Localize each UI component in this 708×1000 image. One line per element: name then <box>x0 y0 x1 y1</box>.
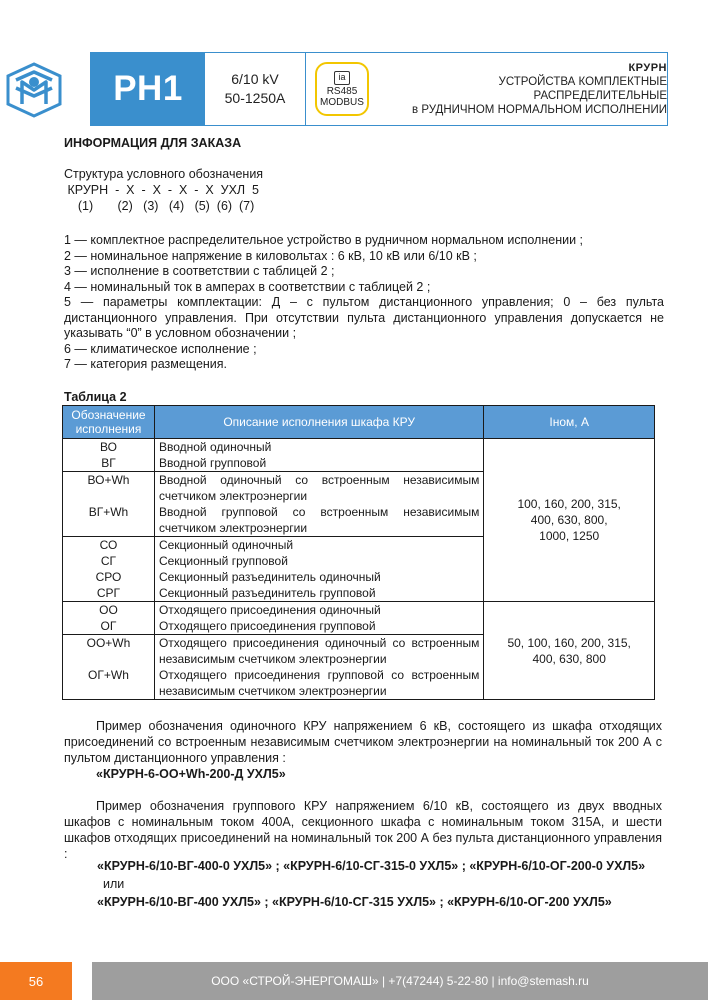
legend-item: 3 — исполнение в соответствии с таблицей 2 ; <box>64 264 335 278</box>
code-cell <box>63 439 155 472</box>
code-value: ОО+Wh <box>86 636 131 650</box>
brand-name: КРУРН <box>628 62 667 74</box>
example-2 <box>64 798 662 862</box>
structure-line: КРУРН - Х - Х - Х - Х УХЛ 5 <box>64 183 260 197</box>
footer-contacts: ООО «СТРОЙ-ЭНЕРГОМАШ» | +7(47244) 5-22-80 | info@stemash.ru <box>92 962 708 1000</box>
code-cell <box>63 472 155 537</box>
desc-value: счетчиком электроэнергии <box>158 489 308 503</box>
legend-list <box>64 233 664 373</box>
desc-value: независимым счетчиком электроэнергии <box>158 652 387 666</box>
legend-item: 4 — номинальный ток в амперах в соответствии с таблицей 2 ; <box>64 279 431 294</box>
example-1-code: «КРУРН-6-ОО+Wh-200-Д УХЛ5» <box>96 767 286 781</box>
desc-value: Отходящего присоединения одиночный со встроенным <box>158 636 480 650</box>
code-value <box>63 520 154 536</box>
desc-value: Отходящего присоединения групповой со встроенным <box>158 668 480 682</box>
current-cell <box>484 602 655 700</box>
col-header-code: Обозначение исполнения <box>63 406 155 439</box>
current-value: 50, 100, 160, 200, 315, <box>507 635 631 650</box>
code-value <box>63 488 154 504</box>
rating-block <box>205 53 306 125</box>
page-number: 56 <box>0 962 72 1000</box>
code-value <box>63 683 154 699</box>
code-value: СГ <box>100 554 117 568</box>
code-value: ВО+Wh <box>87 473 130 487</box>
current-rating: 50-1250А <box>224 90 286 106</box>
legend-item: 7 — категория размещения. <box>64 357 228 371</box>
modbus-badge <box>315 62 369 116</box>
code-cell <box>63 635 155 700</box>
table-header-row <box>63 406 655 439</box>
current-value: 400, 630, 800, <box>530 513 608 527</box>
col-header-current: Iном, А <box>484 406 655 439</box>
desc-value: Отходящего присоединения одиночный <box>158 603 381 617</box>
header-subtitle-2: в РУДНИЧНОМ НОРМАЛЬНОМ ИСПОЛНЕНИИ <box>412 104 667 116</box>
intrinsic-safety-icon: ia <box>334 71 350 85</box>
code-value: ВГ <box>101 456 116 470</box>
code-value: ОГ <box>100 619 117 633</box>
col-header-description: Описание исполнения шкафа КРУ <box>154 406 483 439</box>
current-value: 1000, 1250 <box>539 529 600 543</box>
desc-value: Секционный групповой <box>158 554 288 568</box>
structure-block <box>64 166 263 214</box>
code-cell <box>63 537 155 602</box>
desc-value: Вводной групповой <box>158 456 267 470</box>
code-value: ВО <box>100 440 117 454</box>
badge-rs485: RS485 <box>326 85 358 97</box>
current-value: 400, 630, 800 <box>532 651 606 666</box>
header-subtitle-1: УСТРОЙСТВА КОМПЛЕКТНЫЕ РАСПРЕДЕЛИТЕЛЬНЫЕ <box>498 76 667 102</box>
desc-value: Вводной групповой со встроенным независимым <box>158 505 480 519</box>
code-value: ОГ+Wh <box>88 668 129 682</box>
desc-cell <box>154 537 483 602</box>
legend-item: 2 — номинальное напряжение в киловольтах : 6 кВ, 10 кВ или 6/10 кВ ; <box>64 248 477 263</box>
example-1-text: Пример обозначения одиночного КРУ напряжением 6 кВ, состоящего из шкафа отходящих присоединений со встроенным независимым счетчиком электроэнергии на номинальный ток 200 А с пультом дистанционного управления : <box>64 719 662 765</box>
legend-item: 5 — параметры комплектации: Д – с пультом дистанционного управления; 0 – без пульта дистанционного управления. При отсутствии пульта дистанционного управления допускается не указывать “0” в условном обозначении ; <box>64 295 664 340</box>
structure-label: Структура условного обозначения <box>64 167 264 181</box>
company-logo <box>6 60 62 120</box>
example-1 <box>64 718 662 782</box>
table-row <box>63 602 655 635</box>
modbus-badge-wrap <box>306 53 378 125</box>
code-value: СРГ <box>96 586 121 600</box>
execution-table <box>62 405 655 700</box>
example-2-or: или <box>103 877 125 891</box>
table-caption: Таблица 2 <box>64 390 127 404</box>
desc-cell <box>154 472 483 537</box>
table-row <box>63 439 655 472</box>
voltage-rating: 6/10 kV <box>231 71 279 87</box>
current-value: 100, 160, 200, 315, <box>517 497 621 511</box>
desc-value: счетчиком электроэнергии <box>158 521 308 535</box>
desc-value: Секционный разъединитель одиночный <box>158 570 381 584</box>
badge-modbus: MODBUS <box>320 96 364 108</box>
desc-value: Секционный одиночный <box>158 538 294 552</box>
desc-cell <box>154 439 483 472</box>
code-value: СРО <box>95 570 122 584</box>
example-2-codes <box>97 857 645 911</box>
section-heading: ИНФОРМАЦИЯ ДЛЯ ЗАКАЗА <box>64 136 242 150</box>
desc-value: Отходящего присоединения групповой <box>158 619 376 633</box>
example-2-text: Пример обозначения группового КРУ напряжением 6/10 кВ, состоящего из двух вводных шкафов с номинальным током 400А, секционного шкафа с номинальным током 315А, и шести шкафов отходящих присоединений на номинальный ток 200 А без пульта дистанционного управления : <box>64 799 662 861</box>
desc-value: Вводной одиночный <box>158 440 272 454</box>
example-2-code-1: «КРУРН-6/10-ВГ-400-0 УХЛ5» ; «КРУРН-6/10-СГ-315-0 УХЛ5» ; «КРУРН-6/10-ОГ-200-0 УХЛ5» <box>97 859 646 873</box>
example-2-code-2: «КРУРН-6/10-ВГ-400 УХЛ5» ; «КРУРН-6/10-СГ-315 УХЛ5» ; «КРУРН-6/10-ОГ-200 УХЛ5» <box>97 895 612 909</box>
code-value <box>63 651 154 667</box>
header-box <box>90 52 668 126</box>
model-code: РН1 <box>91 53 205 125</box>
code-value: СО <box>99 538 118 552</box>
current-cell <box>484 439 655 602</box>
code-value: ОО <box>99 603 118 617</box>
desc-value: Вводной одиночный со встроенным независимым <box>158 473 480 487</box>
legend-item: 1 — комплектное распределительное устройство в рудничном нормальном исполнении ; <box>64 233 584 247</box>
legend-item: 6 — климатическое исполнение ; <box>64 341 257 356</box>
desc-cell <box>154 602 483 635</box>
desc-cell <box>154 635 483 700</box>
structure-numbers: (1) (2) (3) (4) (5) (6) (7) <box>64 199 255 213</box>
code-cell <box>63 602 155 635</box>
desc-value: Секционный разъединитель групповой <box>158 586 376 600</box>
code-value: ВГ+Wh <box>88 505 129 519</box>
header-title <box>378 53 667 125</box>
desc-value: независимым счетчиком электроэнергии <box>158 684 387 698</box>
